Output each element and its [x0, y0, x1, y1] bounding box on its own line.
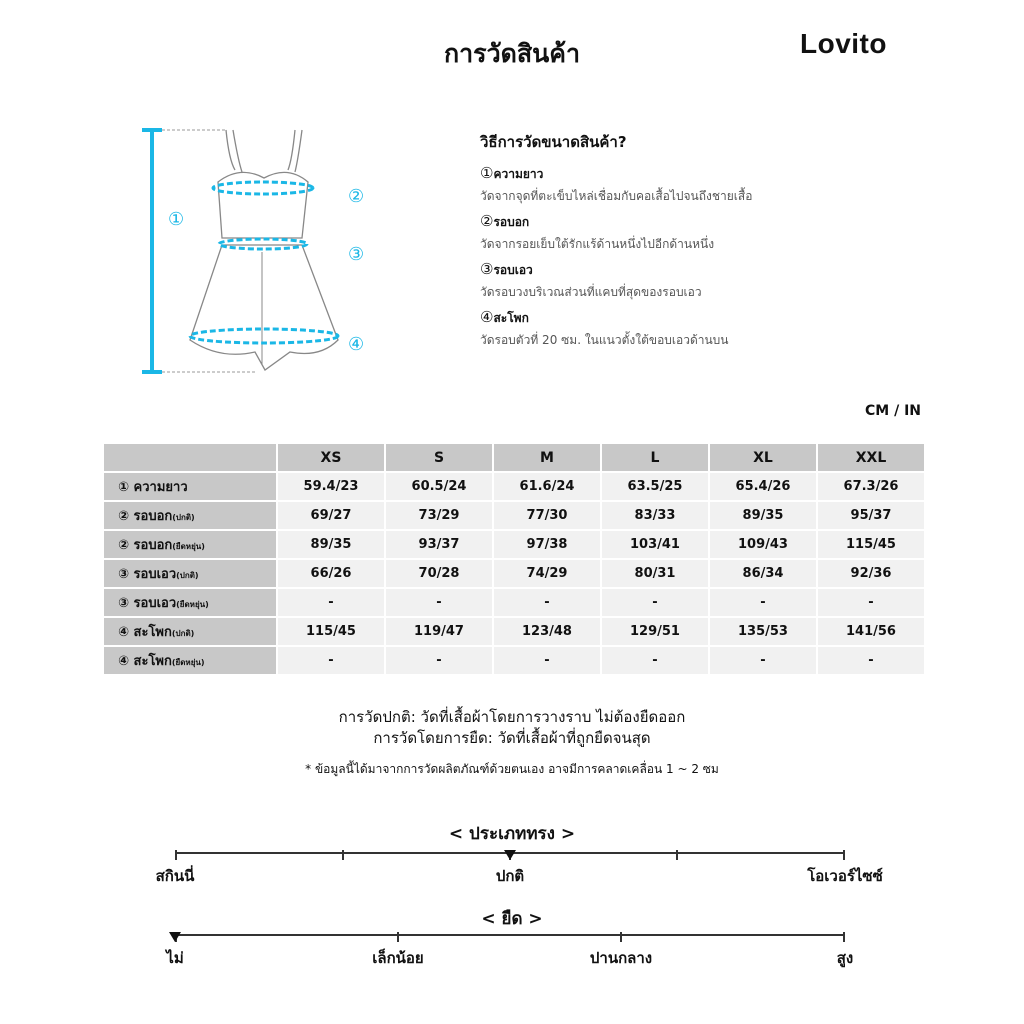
measure-type: (ยืดหยุ่น): [171, 658, 205, 667]
table-cell: -: [710, 647, 816, 674]
measure-name: ① ความยาว: [118, 480, 188, 495]
table-cell: -: [602, 589, 708, 616]
row-label: [104, 618, 276, 645]
measure-name: ② รอบอก: [118, 538, 173, 553]
step-hip: [480, 308, 900, 350]
measure-name: ③ รอบเอว: [118, 596, 177, 611]
table-cell: 97/38: [494, 531, 600, 558]
measure-type: (ยืดหยุ่น): [176, 600, 209, 609]
stretch-tick: [620, 932, 622, 942]
note-disclaimer: * ข้อมูลนี้ได้มาจากการวัดผลิตภัณฑ์ด้วยตนเอง อาจมีการคลาดเคลื่อน 1 ~ 2 ซม: [305, 762, 719, 776]
garment-diagram: [130, 120, 400, 385]
measure-name: ② รอบอก: [118, 509, 173, 524]
page-title: การวัดสินค้า: [444, 39, 580, 68]
table-row: [104, 560, 924, 587]
table-cell: -: [494, 589, 600, 616]
stretch-marker: [169, 932, 181, 942]
measure-type: (ปกติ): [171, 629, 195, 638]
table-cell: 66/26: [278, 560, 384, 587]
step-bust: [480, 212, 900, 254]
step-description: วัดจากรอยเย็บใต้รักแร้ด้านหนึ่งไปอีกด้านหนึ่ง: [480, 237, 715, 251]
table-cell: -: [710, 589, 816, 616]
table-cell: 89/35: [710, 502, 816, 529]
stretch-tick: [843, 932, 845, 942]
table-cell: 109/43: [710, 531, 816, 558]
fit-tick: [342, 850, 344, 860]
table-header-row: [104, 444, 924, 471]
table-cell: 67.3/26: [818, 473, 924, 500]
row-label: [104, 589, 276, 616]
table-row: [104, 473, 924, 500]
step-waist: [480, 260, 900, 302]
marker-bust: ②: [348, 186, 365, 207]
table-cell: -: [494, 647, 600, 674]
stretch-scale-line: [175, 934, 845, 936]
step-number: ④: [480, 308, 494, 326]
table-cell: 141/56: [818, 618, 924, 645]
row-label: [104, 502, 276, 529]
step-name: รอบอก: [493, 215, 530, 229]
table-cell: -: [818, 647, 924, 674]
table-cell: -: [386, 589, 492, 616]
table-cell: 135/53: [710, 618, 816, 645]
size-header: XL: [710, 444, 816, 471]
fit-label-oversize: โอเวอร์ไซซ์: [807, 867, 883, 885]
step-number: ①: [480, 164, 494, 182]
table-cell: 77/30: [494, 502, 600, 529]
table-cell: -: [278, 647, 384, 674]
table-cell: 70/28: [386, 560, 492, 587]
table-cell: 89/35: [278, 531, 384, 558]
stretch-scale-title: < ยืด >: [481, 909, 543, 929]
step-name: สะโพก: [493, 311, 529, 325]
table-row: [104, 589, 924, 616]
row-label: [104, 531, 276, 558]
stretch-label-slight: เล็กน้อย: [372, 949, 424, 967]
table-row: [104, 647, 924, 674]
stretch-label-high: สูง: [836, 949, 854, 967]
table-cell: -: [818, 589, 924, 616]
step-number: ②: [480, 212, 494, 230]
row-label: [104, 473, 276, 500]
size-header: XS: [278, 444, 384, 471]
fit-marker: [504, 850, 516, 860]
table-cell: 103/41: [602, 531, 708, 558]
table-cell: 93/37: [386, 531, 492, 558]
table-cell: 123/48: [494, 618, 600, 645]
step-description: วัดรอบตัวที่ 20 ซม. ในแนวตั้งใต้ขอบเอวด้านบน: [480, 333, 729, 347]
row-label: [104, 560, 276, 587]
measure-type: (ปกติ): [172, 513, 195, 522]
table-cell: 86/34: [710, 560, 816, 587]
table-cell: 115/45: [278, 618, 384, 645]
table-row: [104, 618, 924, 645]
table-cell: 129/51: [602, 618, 708, 645]
table-row: [104, 531, 924, 558]
table-cell: -: [602, 647, 708, 674]
fit-scale: [155, 850, 883, 890]
step-name: ความยาว: [493, 167, 544, 181]
size-table: [102, 442, 926, 676]
measure-type: (ยืดหยุ่น): [172, 542, 205, 551]
table-cell: 60.5/24: [386, 473, 492, 500]
step-number: ③: [480, 260, 494, 278]
fit-tick: [843, 850, 845, 860]
table-cell: -: [278, 589, 384, 616]
row-label: [104, 647, 276, 674]
measure-name: ④ สะโพก: [118, 654, 172, 669]
table-cell: 92/36: [818, 560, 924, 587]
measure-name: ③ รอบเอว: [118, 567, 177, 582]
stretch-scale: [166, 932, 854, 972]
note-normal: การวัดปกติ: วัดที่เสื้อผ้าโดยการวางราบ ไม่ต้องยืดออก: [338, 708, 686, 726]
size-header: L: [602, 444, 708, 471]
fit-scale-title: < ประเภททรง >: [448, 824, 576, 844]
table-cell: 83/33: [602, 502, 708, 529]
table-cell: 61.6/24: [494, 473, 600, 500]
table-cell: 74/29: [494, 560, 600, 587]
stretch-label-none: ไม่: [166, 949, 184, 967]
stretch-label-medium: ปานกลาง: [589, 949, 653, 967]
table-cell: 69/27: [278, 502, 384, 529]
fit-label-regular: ปกติ: [495, 867, 525, 885]
size-header: M: [494, 444, 600, 471]
table-cell: -: [386, 647, 492, 674]
marker-hip: ④: [348, 334, 365, 355]
table-row: [104, 502, 924, 529]
size-header: S: [386, 444, 492, 471]
step-length: [480, 164, 900, 206]
table-cell: 119/47: [386, 618, 492, 645]
fit-tick: [175, 850, 177, 860]
unit-label: CM / IN: [865, 403, 921, 419]
stretch-tick: [397, 932, 399, 942]
measure-type: (ปกติ): [176, 571, 199, 580]
step-name: รอบเอว: [493, 263, 533, 277]
instructions-title: วิธีการวัดขนาดสินค้า?: [480, 133, 627, 151]
table-cell: 65.4/26: [710, 473, 816, 500]
table-cell: 59.4/23: [278, 473, 384, 500]
table-cell: 73/29: [386, 502, 492, 529]
fit-tick: [676, 850, 678, 860]
fit-label-skinny: สกินนี่: [155, 867, 195, 885]
note-stretch: การวัดโดยการยืด: วัดที่เสื้อผ้าที่ถูกยืดจนสุด: [373, 729, 651, 747]
table-cell: 63.5/25: [602, 473, 708, 500]
step-description: วัดจากจุดที่ตะเข็บไหล่เชื่อมกับคอเสื้อไปจนถึงชายเสื้อ: [480, 189, 753, 203]
brand-logo: Lovito: [800, 28, 887, 59]
step-description: วัดรอบวงบริเวณส่วนที่แคบที่สุดของรอบเอว: [480, 285, 702, 299]
measure-instructions: [480, 130, 900, 356]
measure-name: ④ สะโพก: [118, 625, 172, 640]
table-cell: 115/45: [818, 531, 924, 558]
marker-waist: ③: [348, 244, 365, 265]
header-corner: [104, 444, 276, 471]
table-cell: 80/31: [602, 560, 708, 587]
table-cell: 95/37: [818, 502, 924, 529]
marker-length: ①: [168, 209, 185, 230]
size-header: XXL: [818, 444, 924, 471]
